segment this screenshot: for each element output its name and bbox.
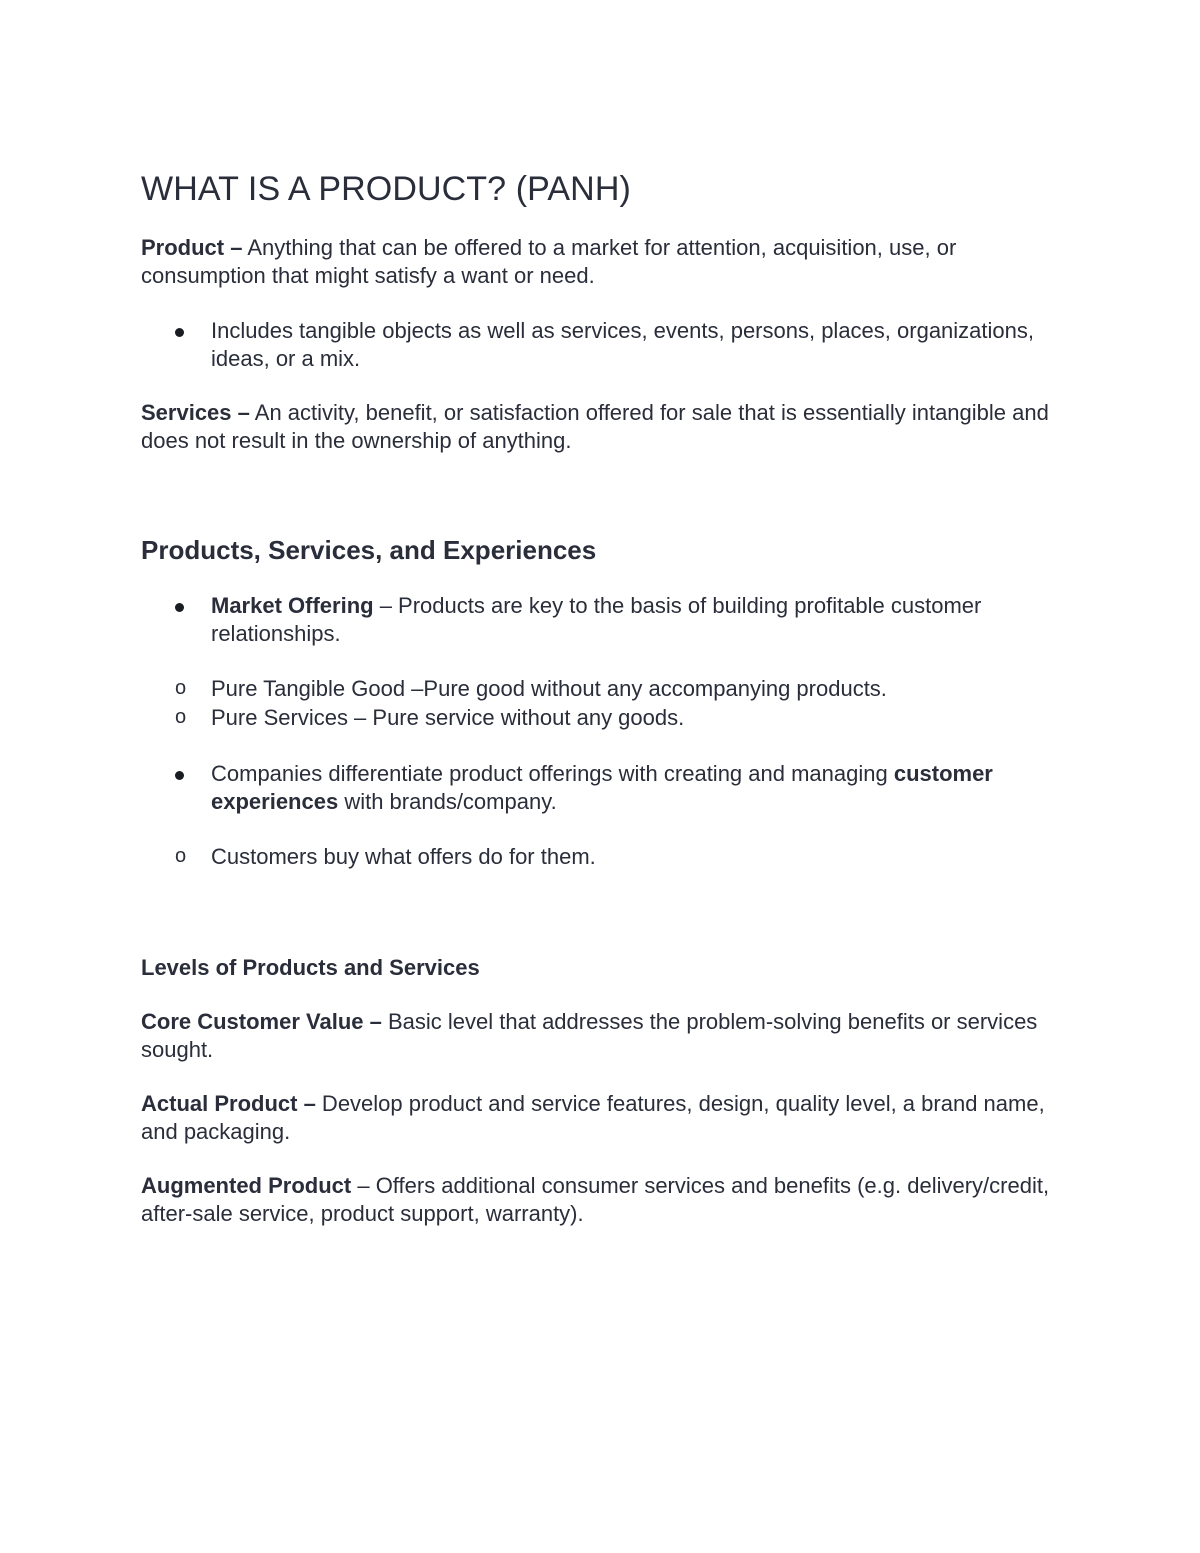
list-item [141, 760, 1061, 815]
actual-product-definition [141, 1090, 1061, 1145]
product-definition-text: Anything that can be offered to a market for attention, acquisition, use, or consumption that might satisfy a want or need. [141, 235, 957, 288]
product-term: Product – [141, 235, 243, 260]
customers-buy-text: Customers buy what offers do for them. [211, 844, 596, 869]
companies-text-post: with brands/company. [338, 788, 557, 814]
market-offering-desc: – Products are key to the basis of building profitable customer relationships. [211, 593, 982, 646]
core-customer-value-text: Basic level that addresses the problem-solving benefits or services sought. [141, 1009, 1038, 1062]
augmented-product-text: – Offers additional consumer services and benefits (e.g. delivery/credit, after-sale service, product support, warranty). [141, 1173, 1050, 1226]
core-customer-value-definition [141, 1008, 1061, 1063]
market-offering-text [211, 592, 1061, 647]
section-heading-levels: Levels of Products and Services [141, 955, 480, 980]
companies-text-pre: Companies differentiate product offerings with creating and managing [211, 761, 894, 786]
companies-text [211, 760, 1061, 815]
product-definition [141, 234, 1061, 289]
bullet-dot-icon [175, 328, 184, 337]
augmented-product-term: Augmented Product [141, 1173, 352, 1198]
bullet-dot-icon [175, 771, 184, 780]
market-offering-term: Market Offering [211, 593, 374, 618]
customer-experiences-term: customer experiences [211, 761, 993, 814]
pure-tangible-good-text: Pure Tangible Good –Pure good without any accompanying products. [211, 676, 887, 701]
document-title: WHAT IS A PRODUCT? (PANH) [141, 170, 631, 208]
list-item [141, 317, 1061, 372]
hollow-bullet-icon: o [175, 706, 187, 728]
list-item [141, 675, 1061, 703]
actual-product-text: Develop product and service features, design, quality level, a brand name, and packaging. [141, 1091, 1045, 1144]
product-bullet-text: Includes tangible objects as well as services, events, persons, places, organizations, ideas, or a mix. [211, 318, 1034, 371]
actual-product-term: Actual Product – [141, 1091, 316, 1116]
section-heading-products-services: Products, Services, and Experiences [141, 535, 597, 565]
list-item [141, 843, 1061, 871]
augmented-product-definition [141, 1172, 1061, 1227]
hollow-bullet-icon: o [175, 677, 187, 699]
services-definition-text: An activity, benefit, or satisfaction offered for sale that is essentially intangible and does not result in the ownership of anything. [141, 400, 1049, 453]
list-item [141, 704, 1061, 732]
services-term: Services – [141, 400, 250, 425]
bullet-dot-icon [175, 603, 184, 612]
pure-services-text: Pure Services – Pure service without any goods. [211, 705, 685, 730]
list-item [141, 592, 1061, 647]
core-customer-value-term: Core Customer Value – [141, 1009, 382, 1034]
hollow-bullet-icon: o [175, 845, 187, 867]
services-definition [141, 399, 1061, 454]
